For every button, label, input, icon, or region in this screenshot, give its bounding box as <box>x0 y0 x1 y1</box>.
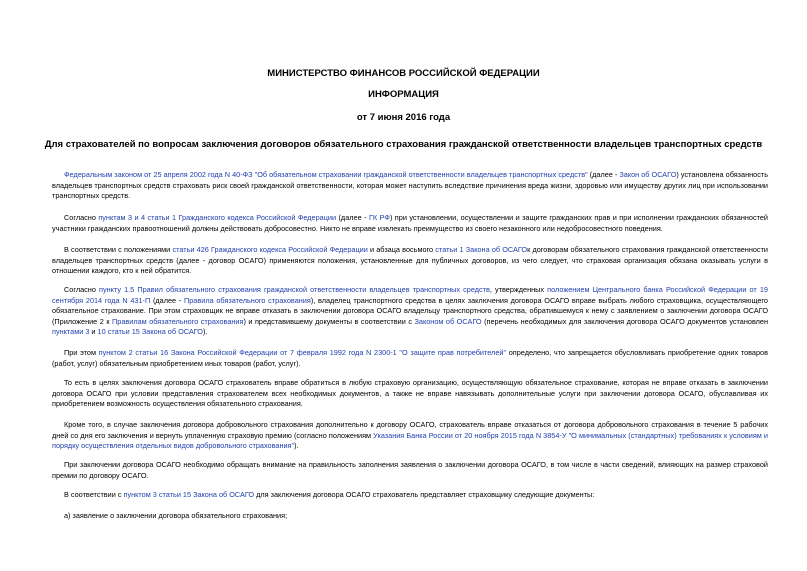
document-link[interactable]: пункту 1.5 Правил обязательного страхования гражданской ответственности владельцев транспортных средств <box>99 285 490 294</box>
paragraph-text: (далее - <box>336 213 369 222</box>
paragraph-4 <box>52 285 768 338</box>
paragraph-text: В соответствии с <box>64 490 124 499</box>
document-link[interactable]: Федеральным законом от 25 апреля 2002 года N 40-ФЗ "Об обязательном страховании гражданской ответственности владельцев транспортных средств" <box>64 170 588 179</box>
paragraph-text: и абзаца восьмого <box>367 245 436 254</box>
paragraph-text: ) и представившему документы в соответствии с <box>243 316 415 326</box>
paragraph-text: ), владелец транспортного средства в целях заключения договора ОСАГО вправе выбрать любого страховщика, осуществляющего обязательное страхование. При этом страховщик не вправе отказать в заключении договора ОСАГО владельцу транспортного средства, обратившемуся к нему с заявлением о заключении договора ОСАГО (Приложение 2 к <box>52 295 768 326</box>
paragraph-text: а) заявление о заключении договора обязательного страхования; <box>64 511 288 520</box>
paragraph-text: (далее - <box>587 170 620 179</box>
paragraph-1 <box>52 170 768 202</box>
paragraph-text: ) при установлении, осуществлении и защите гражданских прав и при исполнении гражданских обязанностей участники гражданских правоотношений должны действовать добросовестно. Никто не вправе извлекать преимущество из своего незаконного или недобросовестного поведения. <box>52 213 768 233</box>
document-link[interactable]: статьи 426 Гражданского кодекса Российской Федерации <box>172 245 368 254</box>
paragraph-text: ). <box>294 441 299 450</box>
document-link[interactable]: статьи 1 Закона об ОСАГО <box>435 245 528 254</box>
paragraph-3 <box>52 245 768 277</box>
paragraph-5 <box>52 348 768 369</box>
paragraph-10 <box>52 511 768 522</box>
document-link[interactable]: 10 статьи 15 Закона об ОСАГО <box>97 327 203 336</box>
paragraph-text: Согласно <box>64 213 99 222</box>
document-link[interactable]: пунктом 3 статьи 15 Закона об ОСАГО <box>123 490 255 499</box>
paragraph-text: При заключении договора ОСАГО необходимо обращать внимание на правильность заполнения заявления о заключении договора ОСАГО, в том числе в части сведений, влияющих на размер страховой премии по договору ОСАГО. <box>52 460 768 480</box>
paragraph-7 <box>52 420 768 452</box>
doc-date: от 7 июня 2016 года <box>356 112 451 123</box>
document-title: Для страхователей по вопросам заключения договоров обязательного страхования гражданской ответственности владельцев транспортных средств <box>44 139 763 150</box>
paragraph-text: Кроме того, в случае заключения договора добровольного страхования дополнительно к договору ОСАГО, страхователь вправе отказаться от договора добровольного страхования в течение 5 рабочих дней со дня его заключения и вернуть уплаченную страховую премию (согласно положениям <box>52 420 768 440</box>
document-link[interactable]: пунктам 3 и 4 статьи 1 Гражданского кодекса Российской Федерации <box>98 213 337 222</box>
paragraph-2 <box>52 213 768 234</box>
ministry-heading: МИНИСТЕРСТВО ФИНАНСОВ РОССИЙСКОЙ ФЕДЕРАЦИИ <box>267 68 540 79</box>
paragraph-text: для заключения договора ОСАГО страхователь представляет страховщику следующие документы: <box>254 490 595 499</box>
doc-type-heading: ИНФОРМАЦИЯ <box>368 89 439 100</box>
paragraph-text: То есть в целях заключения договора ОСАГО страхователь вправе обратиться в любую страховую организацию, осуществляющую обязательное страхование, которая не вправе отказать в заключении договора ОСАГО при условии представления страхователем всех необходимых документов, а также не вправе навязывать дополнительные услуги при заключении договора ОСАГО, обуславливая их приобретением возможность осуществления обязательного страхования. <box>52 378 768 408</box>
paragraph-text: В соответствии с положениями <box>64 245 173 254</box>
paragraph-6 <box>52 378 768 410</box>
paragraph-text: При этом <box>64 348 99 357</box>
paragraph-text: (перечень необходимых для заключения договора ОСАГО документов установлен <box>481 316 768 326</box>
paragraph-text: определено, что запрещается обусловливать приобретение одних товаров (работ, услуг) обязательным приобретением иных товаров (работ, услуг). <box>52 348 768 368</box>
paragraph-text: ). <box>202 327 208 336</box>
document-link[interactable]: пунктами 3 <box>52 327 90 336</box>
document-link[interactable]: Указания Банка России от 20 ноября 2015 года N 3854-У "О минимальных (стандартных) требованиях к условиям и порядку осуществления отдельных видов добровольного страхования" <box>52 430 768 450</box>
document-link[interactable]: Законом об ОСАГО <box>414 316 482 326</box>
document-link[interactable]: пунктом 2 статьи 16 Закона Российской Федерации от 7 февраля 1992 года N 2300-1 "О защите прав потребителей" <box>98 348 507 357</box>
paragraph-9 <box>52 490 768 501</box>
paragraph-text: Согласно <box>64 285 99 294</box>
document-link[interactable]: положением Центрального банка Российской Федерации от 19 сентября 2014 года N 431-П <box>52 285 768 305</box>
document-link[interactable]: Правилам обязательного страхования <box>112 316 244 326</box>
paragraph-text: ) установлена обязанность владельцев транспортных средств страховать риск своей гражданской ответственности, которая может наступить вследствие причинения вреда жизни, здоровью или имуществу других лиц при использовании транспортных средств. <box>52 170 768 200</box>
paragraph-text: (далее - <box>150 295 184 305</box>
paragraph-text: , утвержденных <box>489 285 548 294</box>
document-link[interactable]: Закон об ОСАГО <box>619 170 677 179</box>
paragraph-text: и <box>89 327 98 336</box>
paragraph-text: к договорам обязательного страхования гражданской ответственности владельцев транспортных средств (далее - договор ОСАГО) применяются положения, установленные для публичных договоров, из чего следует, что страховая организация обязана оказывать услуги в отношении каждого, кто к ней обратится. <box>52 245 768 275</box>
document-link[interactable]: ГК РФ <box>368 213 390 222</box>
paragraph-8 <box>52 460 768 481</box>
document-link[interactable]: Правила обязательного страхования <box>184 295 311 305</box>
